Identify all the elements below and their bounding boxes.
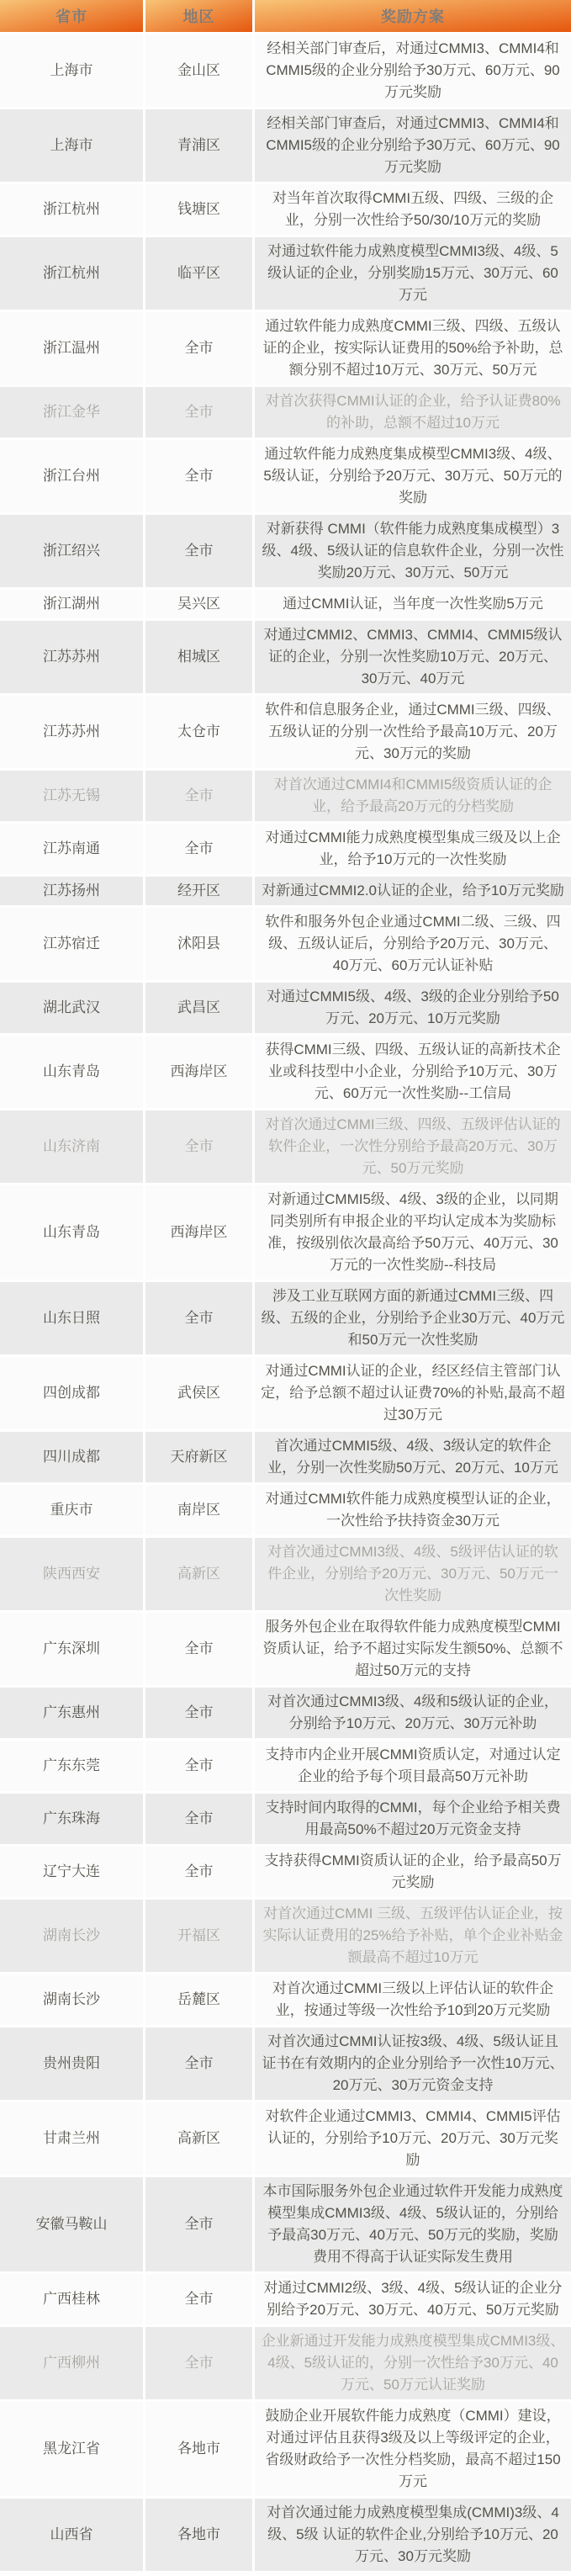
region-cell: 全市 [145, 440, 252, 512]
city-cell: 山东日照 [0, 1282, 143, 1354]
region-cell: 开福区 [145, 1900, 252, 1972]
region-cell: 全市 [145, 1794, 252, 1844]
city-cell: 江苏扬州 [0, 877, 143, 905]
region-cell: 各地市 [145, 2402, 252, 2496]
city-cell: 浙江绍兴 [0, 515, 143, 587]
region-cell: 全市 [145, 387, 252, 437]
region-cell: 太仓市 [145, 696, 252, 768]
reward-cell: 对首次通过CMMI认证按3级、4级、5级认证且证书在有效期内的企业分别给予一次性10万元、20万元、30万元资金支持 [255, 2027, 571, 2100]
city-cell: 广东东莞 [0, 1741, 143, 1791]
city-cell: 山东青岛 [0, 1036, 143, 1108]
city-cell: 浙江杭州 [0, 184, 143, 235]
city-cell: 江苏苏州 [0, 696, 143, 768]
city-cell: 江苏宿迁 [0, 908, 143, 980]
region-cell: 全市 [145, 771, 252, 821]
table-row [0, 312, 571, 384]
table-row [0, 1974, 571, 2025]
region-cell: 全市 [145, 515, 252, 587]
region-cell: 相城区 [145, 621, 252, 693]
table-row [0, 1357, 571, 1429]
city-cell: 甘肃兰州 [0, 2102, 143, 2175]
reward-cell: 涉及工业互联网方面的新通过CMMI三级、四级、五级的企业，分别给予企业30万元、40万元和50万元一次性奖励 [255, 1282, 571, 1354]
table-row [0, 1185, 571, 1280]
region-cell: 青浦区 [145, 109, 252, 182]
table-header-city: 省市 [0, 0, 143, 32]
table-row [0, 771, 571, 821]
region-cell: 高新区 [145, 2102, 252, 2175]
table-row [0, 2499, 571, 2571]
reward-cell: 首次通过CMMI5级、4级、3级认定的软件企业，分别一次性奖励50万元、20万元、10万元 [255, 1432, 571, 1482]
reward-cell: 对通过CMMI2级、3级、4级、5级认证的企业分别给予20万元、30万元、40万元、50万元奖励 [255, 2274, 571, 2324]
reward-cell: 对首次通过CMMI三级、四级、五级评估认证的软件企业，一次性分别给予最高20万元、30万元、50万元奖励 [255, 1110, 571, 1183]
city-cell: 浙江温州 [0, 312, 143, 384]
city-cell: 广西桂林 [0, 2274, 143, 2324]
table-row [0, 696, 571, 768]
reward-cell: 服务外包企业在取得软件能力成熟度模型CMMI资质认证，给予不超过实际发生额50%、总额不超过50万元的支持 [255, 1613, 571, 1685]
reward-cell: 获得CMMI三级、四级、五级认证的高新技术企业或科技型中小企业，分别给予10万元、30万元、60万元一次性奖励--工信局 [255, 1036, 571, 1108]
table-row [0, 184, 571, 235]
reward-cell: 软件和信息服务企业，通过CMMI三级、四级、五级认证的分别一次性给予最高10万元、20万元、30万元的奖励 [255, 696, 571, 768]
table-row [0, 2327, 571, 2399]
city-cell: 陕西西安 [0, 1538, 143, 1610]
reward-cell: 对首次通过CMMI3级、4级和5级认证的企业，分别给予10万元、20万元、30万元补助 [255, 1688, 571, 1738]
region-cell: 各地市 [145, 2499, 252, 2571]
city-cell: 湖南长沙 [0, 1974, 143, 2025]
table-row [0, 1036, 571, 1108]
reward-cell: 对通过软件能力成熟度模型CMMI3级、4级、5级认证的企业，分别奖励15万元、30万元、60万元 [255, 237, 571, 310]
table-row [0, 237, 571, 310]
region-cell: 全市 [145, 1741, 252, 1791]
region-cell: 岳麓区 [145, 1974, 252, 2025]
region-cell: 经开区 [145, 877, 252, 905]
region-cell: 金山区 [145, 34, 252, 107]
table-row [0, 1794, 571, 1844]
reward-cell: 对新通过CMMI2.0认证的企业，给予10万元奖励 [255, 877, 571, 905]
region-cell: 全市 [145, 1847, 252, 1897]
reward-cell: 经相关部门审查后，对通过CMMI3、CMMI4和CMMI5级的企业分别给予30万元、60万元、90万元奖励 [255, 34, 571, 107]
city-cell: 浙江金华 [0, 387, 143, 437]
table-row [0, 1900, 571, 1972]
reward-cell: 对新通过CMMI5级、4级、3级的企业，以同期同类别所有申报企业的平均认定成本为奖励标准，按级别依次最高给予50万元、40万元、30万元的一次性奖励--科技局 [255, 1185, 571, 1280]
city-cell: 浙江湖州 [0, 590, 143, 618]
city-cell: 广东深圳 [0, 1613, 143, 1685]
region-cell: 临平区 [145, 237, 252, 310]
city-cell: 四创成都 [0, 1357, 143, 1429]
reward-cell: 对通过CMMI认证的企业，经区经信主管部门认定，给予总额不超过认证费70%的补贴,最高不超过30万元 [255, 1357, 571, 1429]
city-cell: 湖南长沙 [0, 1900, 143, 1972]
table-row [0, 590, 571, 618]
region-cell: 武侯区 [145, 1357, 252, 1429]
reward-cell: 对新获得 CMMI（软件能力成熟度集成模型）3级、4级、5级认证的信息软件企业，分别一次性奖励20万元、30万元、50万元 [255, 515, 571, 587]
city-cell: 安徽马鞍山 [0, 2177, 143, 2271]
city-cell: 贵州贵阳 [0, 2027, 143, 2100]
city-cell: 湖北武汉 [0, 983, 143, 1033]
table-row [0, 34, 571, 107]
table-row [0, 2402, 571, 2496]
table-row [0, 1847, 571, 1897]
city-cell: 黑龙江省 [0, 2402, 143, 2496]
region-cell: 全市 [145, 2274, 252, 2324]
reward-cell: 对首次通过CMMI 三级、五级评估认证企业，按实际认证费用的25%给予补贴，单个企业补贴金额最高不超过10万元 [255, 1900, 571, 1972]
table-row [0, 877, 571, 905]
region-cell: 全市 [145, 1282, 252, 1354]
city-cell: 广东珠海 [0, 1794, 143, 1844]
city-cell: 江苏南通 [0, 824, 143, 874]
region-cell: 西海岸区 [145, 1185, 252, 1280]
reward-cell: 鼓励企业开展软件能力成熟度（CMMI）建设，对通过评估且获得3级及以上等级评定的企业，省级财政给予一次性分档奖励，最高不超过150万元 [255, 2402, 571, 2496]
city-cell: 浙江台州 [0, 440, 143, 512]
city-cell: 四川成都 [0, 1432, 143, 1482]
table-row [0, 2274, 571, 2324]
table-header-row [0, 0, 571, 32]
city-cell: 江苏苏州 [0, 621, 143, 693]
region-cell: 全市 [145, 1613, 252, 1685]
reward-cell: 对当年首次取得CMMI五级、四级、三级的企业，分别一次性给予50/30/10万元的奖励 [255, 184, 571, 235]
table-row [0, 824, 571, 874]
city-cell: 重庆市 [0, 1485, 143, 1535]
table-row [0, 1432, 571, 1482]
region-cell: 南岸区 [145, 1485, 252, 1535]
city-cell: 浙江杭州 [0, 237, 143, 310]
table-row [0, 983, 571, 1033]
region-cell: 全市 [145, 2177, 252, 2271]
region-cell: 沭阳县 [145, 908, 252, 980]
reward-cell: 企业新通过开发能力成熟度模型集成CMMI3级、4级、5级认证的，分别一次性给予30万元、40万元、50万元认证奖励 [255, 2327, 571, 2399]
table-header-region: 地区 [145, 0, 252, 32]
table-row [0, 1741, 571, 1791]
table-row [0, 440, 571, 512]
reward-cell: 经相关部门审查后，对通过CMMI3、CMMI4和CMMI5级的企业分别给予30万元、60万元、90万元奖励 [255, 109, 571, 182]
region-cell: 全市 [145, 312, 252, 384]
reward-cell: 通过软件能力成熟度集成模型CMMI3级、4级、5级认证，分别给予20万元、30万元、50万元的奖励 [255, 440, 571, 512]
region-cell: 全市 [145, 2327, 252, 2399]
city-cell: 山东济南 [0, 1110, 143, 1183]
table-row [0, 908, 571, 980]
city-cell: 山西省 [0, 2499, 143, 2571]
table-row [0, 109, 571, 182]
region-cell: 全市 [145, 824, 252, 874]
table-row [0, 1538, 571, 1610]
table-row [0, 1485, 571, 1535]
reward-cell: 通过软件能力成熟度CMMI三级、四级、五级认证的企业，按实际认证费用的50%给予补助，总额分别不超过10万元、30万元、50万元 [255, 312, 571, 384]
reward-cell: 对首次通过CMMI三级以上评估认证的软件企业，按通过等级一次性给予10到20万元奖励 [255, 1974, 571, 2025]
city-cell: 广西柳州 [0, 2327, 143, 2399]
reward-cell: 对软件企业通过CMMI3、CMMI4、CMMI5评估认证的，分别给予10万元、20万元、30万元奖励 [255, 2102, 571, 2175]
region-cell: 全市 [145, 1688, 252, 1738]
reward-cell: 对首次通过CMMI3级、4级、5级评估认证的软件企业，分别给予20万元、30万元、50万元一次性奖励 [255, 1538, 571, 1610]
region-cell: 西海岸区 [145, 1036, 252, 1108]
reward-cell: 对通过CMMI能力成熟度模型集成三级及以上企业，给予10万元的一次性奖励 [255, 824, 571, 874]
reward-cell: 对通过CMMI5级、4级、3级的企业分别给予50万元、20万元、10万元奖励 [255, 983, 571, 1033]
reward-cell: 对首次通过CMMI4和CMMI5级资质认证的企业，给予最高20万元的分档奖励 [255, 771, 571, 821]
reward-cell: 软件和服务外包企业通过CMMI二级、三级、四级、五级认证后，分别给予20万元、30万元、40万元、60万元认证补贴 [255, 908, 571, 980]
region-cell: 全市 [145, 2027, 252, 2100]
table-row [0, 2177, 571, 2271]
reward-cell: 对通过CMMI软件能力成熟度模型认证的企业，一次性给予扶持资金30万元 [255, 1485, 571, 1535]
table-row [0, 1282, 571, 1354]
reward-cell: 支持市内企业开展CMMI资质认定，对通过认定企业的给予每个项目最高50万元补助 [255, 1741, 571, 1791]
reward-cell: 支持时间内取得的CMMI，每个企业给予相关费用最高50%不超过20万元资金支持 [255, 1794, 571, 1844]
table-row [0, 387, 571, 437]
city-cell: 上海市 [0, 34, 143, 107]
reward-cell: 对通过CMMI2、CMMI3、CMMI4、CMMI5级认证的企业，分别一次性奖励10万元、20万元、30万元、40万元 [255, 621, 571, 693]
table-row [0, 621, 571, 693]
table-header-reward: 奖励方案 [255, 0, 571, 32]
table-row [0, 1688, 571, 1738]
city-cell: 江苏无锡 [0, 771, 143, 821]
table-row [0, 2027, 571, 2100]
region-cell: 钱塘区 [145, 184, 252, 235]
city-cell: 辽宁大连 [0, 1847, 143, 1897]
reward-cell: 对首次通过能力成熟度模型集成(CMMI)3级、4级、5级 认证的软件企业,分别给予10万元、20万元、30万元奖励 [255, 2499, 571, 2571]
table-row [0, 1613, 571, 1685]
region-cell: 武昌区 [145, 983, 252, 1033]
reward-cell: 通过CMMI认证，当年度一次性奖励5万元 [255, 590, 571, 618]
reward-cell: 本市国际服务外包企业通过软件开发能力成熟度模型集成CMMI3级、4级、5级认证的，分别给予最高30万元、40万元、50万元的奖励，奖励费用不得高于认证实际发生费用 [255, 2177, 571, 2271]
region-cell: 天府新区 [145, 1432, 252, 1482]
region-cell: 吴兴区 [145, 590, 252, 618]
region-cell: 全市 [145, 1110, 252, 1183]
table-row [0, 515, 571, 587]
reward-cell: 对首次获得CMMI认证的企业，给予认证费80%的补助，总额不超过10万元 [255, 387, 571, 437]
city-cell: 上海市 [0, 109, 143, 182]
reward-cell: 支持获得CMMI资质认证的企业，给予最高50万元奖励 [255, 1847, 571, 1897]
table-row [0, 2102, 571, 2175]
table-row [0, 1110, 571, 1183]
region-cell: 高新区 [145, 1538, 252, 1610]
city-cell: 山东青岛 [0, 1185, 143, 1280]
city-cell: 广东惠州 [0, 1688, 143, 1738]
